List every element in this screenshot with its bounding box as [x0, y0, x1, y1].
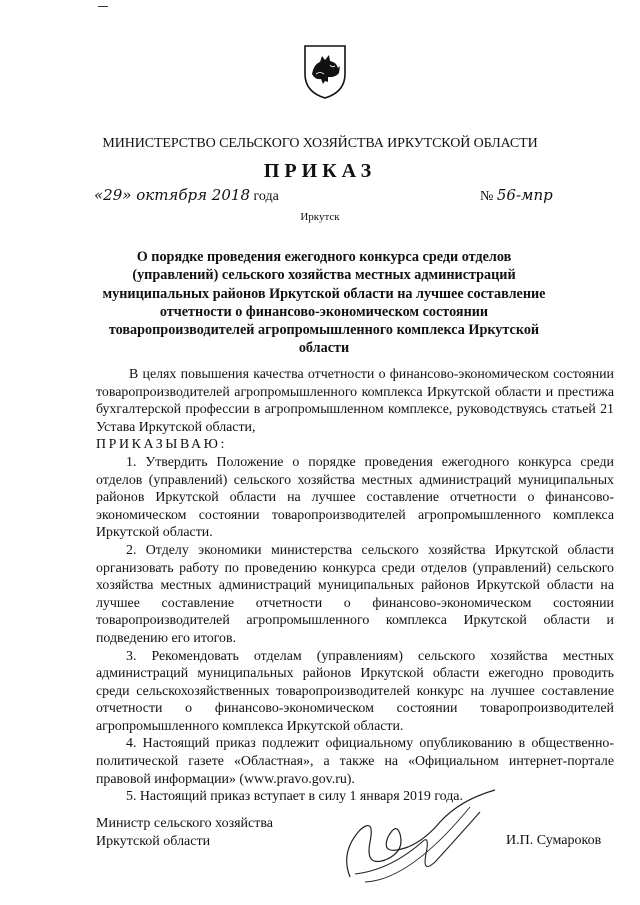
date-suffix: года [250, 189, 279, 204]
number-prefix: № [480, 189, 497, 204]
order-subject: О порядке проведения ежегодного конкурса среди отделов (управлений) сельского хозяйства местных администраций муниципальных районов Иркутской области на лучшее составление отчетности о финансово-экономическом состоянии товаропроизводителей агропромышленного комплекса Иркутской области [102, 249, 546, 357]
signer-name: И.П. Сумароков [506, 833, 602, 848]
order-number [480, 186, 553, 205]
handwritten-signature [330, 782, 500, 892]
order-word: ПРИКАЗЫВАЮ: [96, 437, 227, 453]
order-item-2: 2. Отделу экономики министерства сельского хозяйства Иркутской области организовать работу по проведению конкурса среди отделов (управлений) сельского хозяйства местных администраций муниципальных районов Иркутской области на лучшее составление отчетности о финансово-экономическом состоянии товаропроизводителей агропромышленного комплекса Иркутской области и подведению его итогов. [96, 542, 614, 646]
signer-position-line1: Министр сельского хозяйства [96, 816, 273, 831]
date-handwritten: «29» октября 201 [94, 186, 241, 204]
coat-of-arms-emblem [302, 44, 348, 100]
ministry-name: МИНИСТЕРСТВО СЕЛЬСКОГО ХОЗЯЙСТВА ИРКУТСКОЙ ОБЛАСТИ [102, 136, 538, 151]
city-name: Иркутск [300, 211, 340, 223]
order-body [96, 366, 614, 806]
order-date [94, 186, 279, 205]
preamble: В целях повышения качества отчетности о финансово-экономическом состоянии товаропроизводителей агропромышленного комплекса Иркутской области и престижа бухгалтерской профессии в агропромышленном комплексе, руководствуясь статьей 21 Устава Иркутской области, [96, 367, 614, 435]
order-item-4: 4. Настоящий приказ подлежит официальному опубликованию в общественно-политической газете «Областная», а также на «Официальном интернет-портале правовой информации» (www.pravo.gov.ru). [96, 736, 614, 787]
order-title: ПРИКАЗ [263, 160, 377, 182]
date-year-digit: 8 [240, 186, 250, 204]
signer-position [96, 815, 273, 851]
order-item-3: 3. Рекомендовать отделам (управлениям) сельского хозяйства местных администраций муниципальных районов Иркутской области ежегодно проводить среди сельскохозяйственных товаропроизводителей конкурс на лучшее составление отчетности о финансово-экономическом состоянии товаропроизводителей агропромышленного комплекса Иркутской области. [96, 648, 614, 734]
order-item-5: 5. Настоящий приказ вступает в силу 1 января 2019 года. [126, 789, 463, 805]
scan-mark [98, 6, 108, 7]
signer-position-line2: Иркутской области [96, 834, 211, 849]
order-item-1: 1. Утвердить Положение о порядке проведения ежегодного конкурса среди отделов (управлений) сельского хозяйства местных администраций муниципальных районов Иркутской области на лучшее составление отчетности о финансово-экономическом состоянии товаропроизводителей агропромышленного комплекса Иркутской области. [96, 454, 614, 541]
number-handwritten: 56-мпр [496, 186, 553, 204]
